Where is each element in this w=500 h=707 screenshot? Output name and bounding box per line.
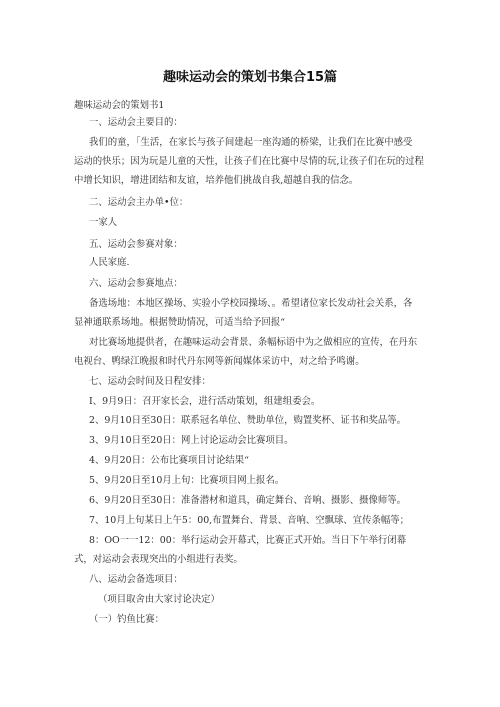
paragraph-line: 3、9月10日至20日：网上讨论运动会比赛项目。 bbox=[89, 435, 294, 446]
paragraph-line: 一家人 bbox=[89, 217, 118, 228]
paragraph-line: 二、运动会主办单•位： bbox=[89, 197, 189, 208]
paragraph-line: 运动的快乐；因为玩是儿童的天性，让孩子们在比赛中尽情的玩,让孩子们在玩的过程 bbox=[74, 156, 424, 167]
paragraph-line: 7、10月上旬某日上午5：00,布置舞台、背景、音响、空飘球、宣传条幅等； bbox=[89, 515, 410, 526]
paragraph-line: 五、运动会参赛对象： bbox=[89, 239, 183, 250]
paragraph-line: 6、9月20日至30日：准备潜材和道具，确定舞台、音响、摄影、摄像师等。 bbox=[89, 495, 407, 506]
paragraph-line: 备选场地：本地区操场、实验小学校园操场、。希望诸位家长发动社会关系，各 bbox=[89, 298, 413, 309]
paragraph-line: 中增长知识，增进团结和友谊，培养他们挑战自我,超越自我的信念。 bbox=[74, 175, 359, 186]
paragraph-line: 一、运动会主要目的： bbox=[89, 117, 183, 128]
paragraph-line: 电视台、鸭绿江晚报和时代丹东网等新闻媒体采访中，对之给予鸣谢。 bbox=[74, 356, 365, 367]
section-heading: 趣味运动会的策划书1 bbox=[74, 100, 165, 111]
document-title: 趣味运动会的策划书集合15篇 bbox=[162, 70, 338, 85]
paragraph-line: I、9月9日：召开家长会，进行活动策划，组建组委会。 bbox=[89, 396, 321, 407]
paragraph-line: 4、9月20日：公布比赛项目讨论结果“ bbox=[89, 455, 249, 466]
paragraph-line: 显神通联系场地。根据赞助情况，可适当给予回报“ bbox=[74, 317, 286, 328]
paragraph-line: 六、运动会参赛地点： bbox=[89, 278, 183, 289]
paragraph-line: 5、9月20日至10月上旬：比赛项目网上报名。 bbox=[89, 475, 285, 486]
paragraph-line: 八、运动会备选项目： bbox=[89, 574, 183, 585]
paragraph-line: 对比赛场地提供者，在趣味运动会背景、条幅标语中为之做相应的宣传，在丹东 bbox=[89, 337, 418, 348]
paragraph-line: 8：OO一一12：00：举行运动会开幕式，比赛正式开始。当日下午举行闭幕 bbox=[89, 535, 407, 546]
paragraph-line: （项目取舍由大家讨论决定） bbox=[98, 594, 220, 605]
paragraph-line: 七、运动会时间及日程安排： bbox=[89, 376, 211, 387]
paragraph-line: 人民家庭. bbox=[89, 257, 130, 268]
paragraph-line: 2、9月10日至30日：联系冠名单位、赞助单位，购置奖杯、证书和奖品等。 bbox=[89, 415, 407, 426]
paragraph-line: 式，对运动会表现突出的小组进行表奖。 bbox=[74, 554, 243, 565]
paragraph-line: （一）钓鱼比赛： bbox=[89, 614, 165, 625]
paragraph-line: 我们的童，「生活，在家长与孩子间建起一座沟通的桥梁，让我们在比赛中感受 bbox=[89, 137, 413, 148]
